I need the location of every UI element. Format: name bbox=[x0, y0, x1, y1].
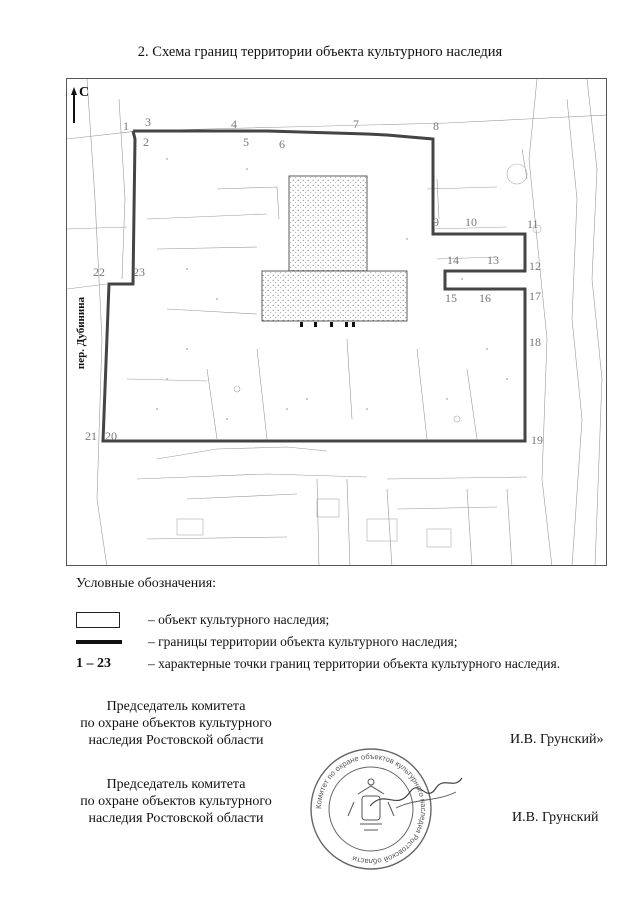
point-label-7: 7 bbox=[353, 117, 359, 131]
signature-name-1: И.В. Грунский» bbox=[510, 732, 604, 747]
point-label-19: 19 bbox=[531, 433, 543, 447]
legend-desc: – характерные точки границ территории объекта культурного наследия. bbox=[148, 656, 561, 671]
position-line: наследия Ростовской области bbox=[88, 811, 264, 826]
legend-row-boundary bbox=[76, 632, 458, 652]
signature-scribble-icon bbox=[366, 768, 466, 818]
position-line: Председатель комитета bbox=[106, 699, 246, 714]
signature-position-1 bbox=[56, 698, 296, 749]
position-line: наследия Ростовской области bbox=[88, 733, 264, 748]
legend-row-points bbox=[76, 654, 560, 674]
legend-desc: – объект культурного наследия; bbox=[148, 612, 330, 627]
legend-desc: – границы территории объекта культурного наследия; bbox=[148, 634, 458, 649]
point-label-14: 14 bbox=[447, 253, 459, 267]
point-label-1: 1 bbox=[123, 119, 129, 133]
handwritten-signature bbox=[366, 768, 466, 823]
point-label-23: 23 bbox=[133, 265, 145, 279]
point-label-4: 4 bbox=[231, 117, 237, 131]
point-label-11: 11 bbox=[527, 217, 539, 231]
point-label-12: 12 bbox=[529, 259, 541, 273]
legend-title: Условные обозначения: bbox=[76, 576, 217, 591]
position-line: Председатель комитета bbox=[106, 777, 246, 792]
legend-symbol-line bbox=[76, 640, 122, 644]
signature-position-2 bbox=[56, 776, 296, 827]
legend-symbol-range: 1 – 23 bbox=[76, 656, 111, 671]
point-label-15: 15 bbox=[445, 291, 457, 305]
map-drawing bbox=[67, 79, 607, 566]
legend-row-object bbox=[76, 610, 329, 630]
legend-symbol-box bbox=[76, 612, 120, 628]
point-label-16: 16 bbox=[479, 291, 491, 305]
boundary-map bbox=[66, 78, 607, 566]
street-label: пер. Дубинина bbox=[75, 296, 87, 370]
point-label-6: 6 bbox=[279, 137, 285, 151]
signature-name-2: И.В. Грунский bbox=[512, 810, 599, 825]
point-label-18: 18 bbox=[529, 335, 541, 349]
point-label-5: 5 bbox=[243, 135, 249, 149]
point-label-13: 13 bbox=[487, 253, 499, 267]
point-label-3: 3 bbox=[145, 115, 151, 129]
position-line: по охране объектов культурного bbox=[80, 716, 272, 731]
point-label-10: 10 bbox=[465, 215, 477, 229]
seal-ring-text: Комитет по охране объектов культурного наследия Ростовской области bbox=[313, 751, 429, 867]
point-label-8: 8 bbox=[433, 119, 439, 133]
point-label-20: 20 bbox=[105, 429, 117, 443]
heritage-object bbox=[262, 176, 407, 321]
point-label-21: 21 bbox=[85, 429, 97, 443]
position-line: по охране объектов культурного bbox=[80, 794, 272, 809]
point-label-22: 22 bbox=[93, 265, 105, 279]
north-label: С bbox=[79, 85, 90, 100]
point-label-9: 9 bbox=[433, 215, 439, 229]
point-label-2: 2 bbox=[143, 135, 149, 149]
point-label-17: 17 bbox=[529, 289, 541, 303]
document-title: 2. Схема границ территории объекта культурного наследия bbox=[137, 44, 503, 60]
